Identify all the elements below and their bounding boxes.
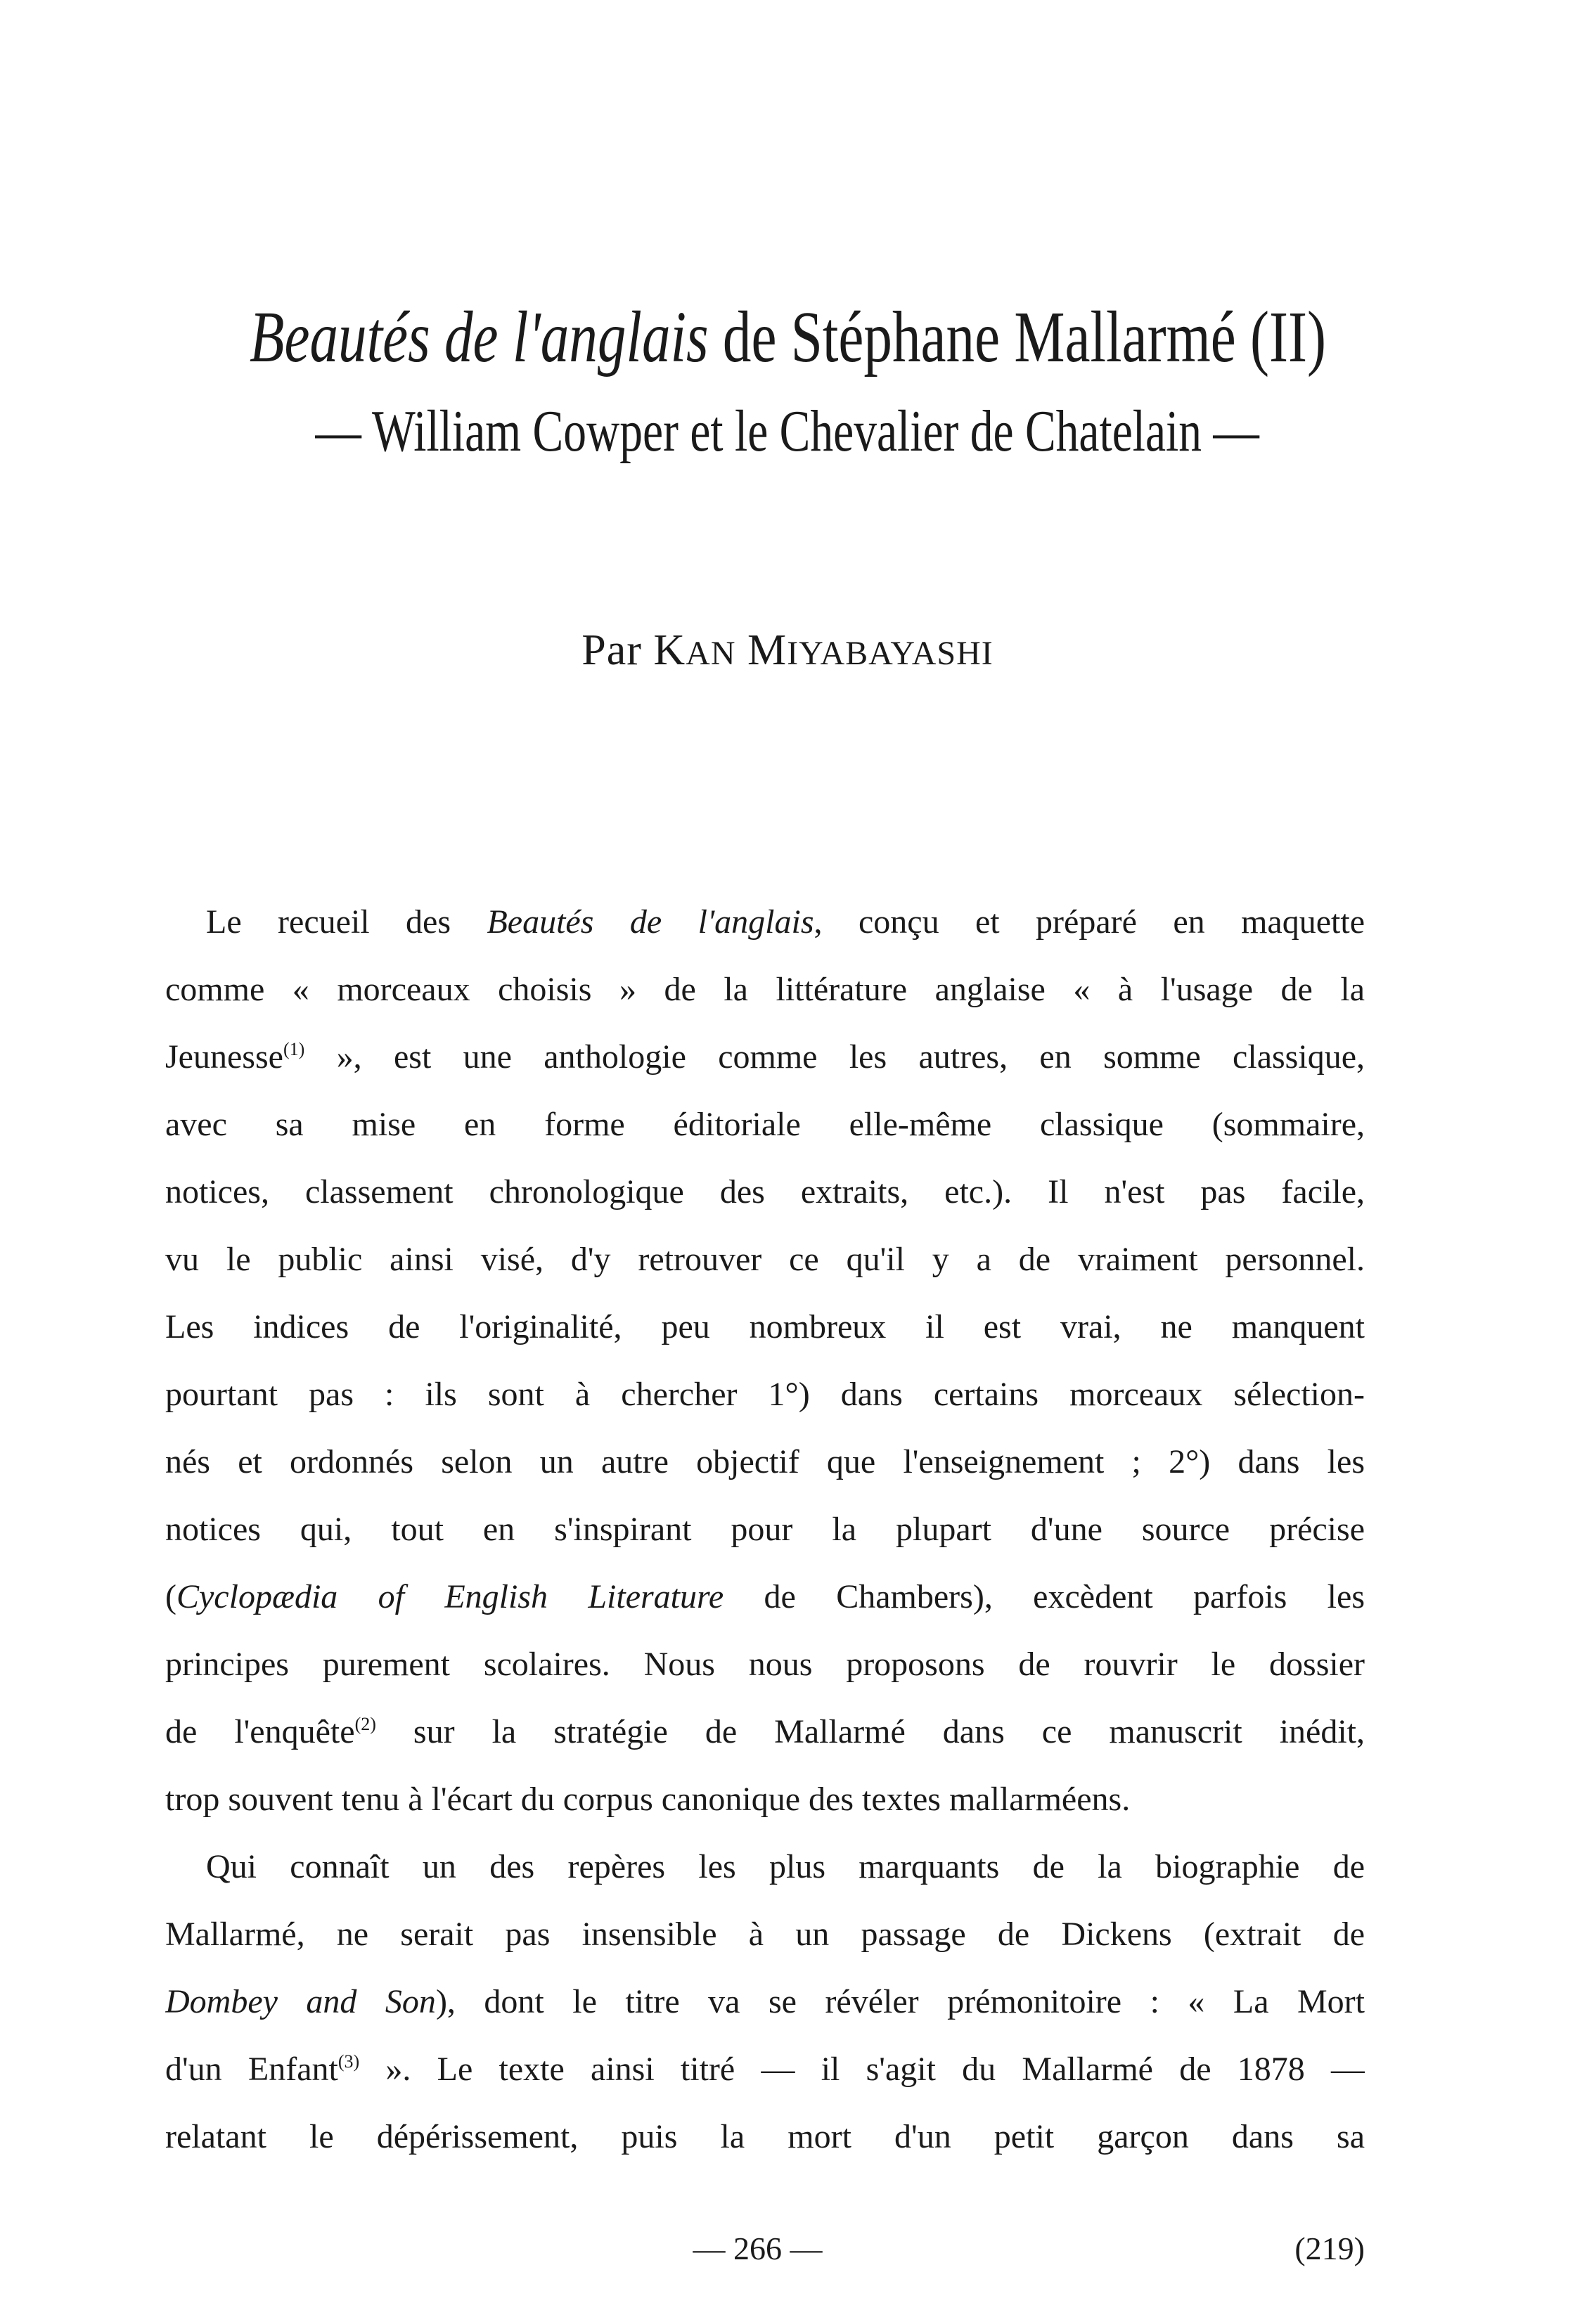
text-line: [165, 1833, 1365, 1901]
text-run: », est une anthologie comme les autres, en somme classique,: [304, 1038, 1365, 1076]
text-run: notices qui, tout en s'inspirant pour la plupart d'une source précise: [165, 1511, 1365, 1548]
text-run: Les indices de l'originalité, peu nombreux il est vrai, ne manquent: [165, 1308, 1365, 1345]
text-run: notices, classement chronologique des extraits, etc.). Il n'est pas facile,: [165, 1173, 1365, 1211]
author-first-initial: K: [653, 626, 686, 674]
text-line: [165, 1698, 1365, 1766]
text-line: [165, 1361, 1365, 1428]
text-line: [165, 1024, 1365, 1091]
article-subtitle: [0, 397, 1575, 465]
text-line: [165, 1766, 1365, 1833]
text-run: relatant le dépérissement, puis la mort d'un petit garçon dans sa: [165, 2118, 1365, 2155]
text-run: Le recueil des: [206, 903, 487, 941]
footnote-ref: (1): [283, 1039, 305, 1059]
text-line: [165, 1968, 1365, 2036]
text-line: [165, 1158, 1365, 1226]
text-run: Mallarmé, ne serait pas insensible à un passage de Dickens (extrait de: [165, 1916, 1365, 1953]
subtitle-text: — William Cowper et le Chevalier de Chatelain —: [315, 399, 1260, 464]
text-run: de l'enquête: [165, 1713, 355, 1750]
text-run: comme « morceaux choisis » de la littérature anglaise « à l'usage de la: [165, 971, 1365, 1008]
text-run: d'un Enfant: [165, 2051, 338, 2088]
page-number: — 266 —: [693, 2231, 823, 2266]
title-rest: de Stéphane Mallarmé (II): [708, 297, 1326, 377]
text-run: Dombey and Son: [165, 1983, 436, 2020]
text-line: [165, 1496, 1365, 1563]
title-italic: Beautés de l'anglais: [249, 297, 709, 377]
text-run: sur la stratégie de Mallarmé dans ce manuscrit inédit,: [375, 1713, 1365, 1750]
text-line: [165, 1293, 1365, 1361]
footnote-ref: (3): [338, 2051, 360, 2072]
text-line: [165, 1226, 1365, 1293]
author-last-rest: IYABAYASHI: [787, 635, 994, 672]
text-run: ), dont le titre va se révéler prémonitoire : « La Mort: [435, 1983, 1365, 2020]
text-run: Jeunesse: [165, 1038, 283, 1076]
text-run: trop souvent tenu à l'écart du corpus canonique des textes mallarméens.: [165, 1781, 1131, 1818]
text-run: (: [165, 1578, 176, 1615]
text-line: [165, 1631, 1365, 1698]
text-run: principes purement scolaires. Nous nous proposons de rouvrir le dossier: [165, 1646, 1365, 1683]
text-run: avec sa mise en forme éditoriale elle-même classique (sommaire,: [165, 1106, 1365, 1143]
footnote-ref: (2): [354, 1714, 376, 1734]
article-title: [0, 295, 1575, 379]
text-run: vu le public ainsi visé, d'y retrouver ce qu'il y a de vraiment personnel.: [165, 1241, 1365, 1278]
text-run: de Chambers), excèdent parfois les: [724, 1578, 1365, 1615]
text-run: nés et ordonnés selon un autre objectif que l'enseignement ; 2°) dans les: [165, 1443, 1365, 1480]
text-line: [165, 1563, 1365, 1631]
text-line: [165, 889, 1365, 956]
text-line: [165, 2103, 1365, 2171]
text-run: , conçu et préparé en maquette: [814, 903, 1365, 941]
text-line: [165, 956, 1365, 1024]
text-run: ». Le texte ainsi titré — il s'agit du Mallarmé de 1878 —: [359, 2051, 1365, 2088]
folio-number: (219): [1294, 2231, 1365, 2266]
body-text: [165, 889, 1365, 2171]
text-run: Beautés de l'anglais: [487, 903, 814, 941]
text-line: [165, 2036, 1365, 2103]
author-byline: [0, 626, 1575, 676]
author-first-rest: AN: [686, 635, 736, 672]
author-prefix: Par: [581, 626, 654, 674]
author-last-initial: M: [747, 626, 788, 674]
text-line: [165, 1901, 1365, 1968]
text-line: [165, 1428, 1365, 1496]
text-run: Cyclopædia of English Literature: [176, 1578, 724, 1615]
text-run: Qui connaît un des repères les plus marquants de la biographie de: [206, 1848, 1365, 1885]
text-run: pourtant pas : ils sont à chercher 1°) dans certains morceaux sélection-: [165, 1376, 1365, 1413]
text-line: [165, 1091, 1365, 1158]
